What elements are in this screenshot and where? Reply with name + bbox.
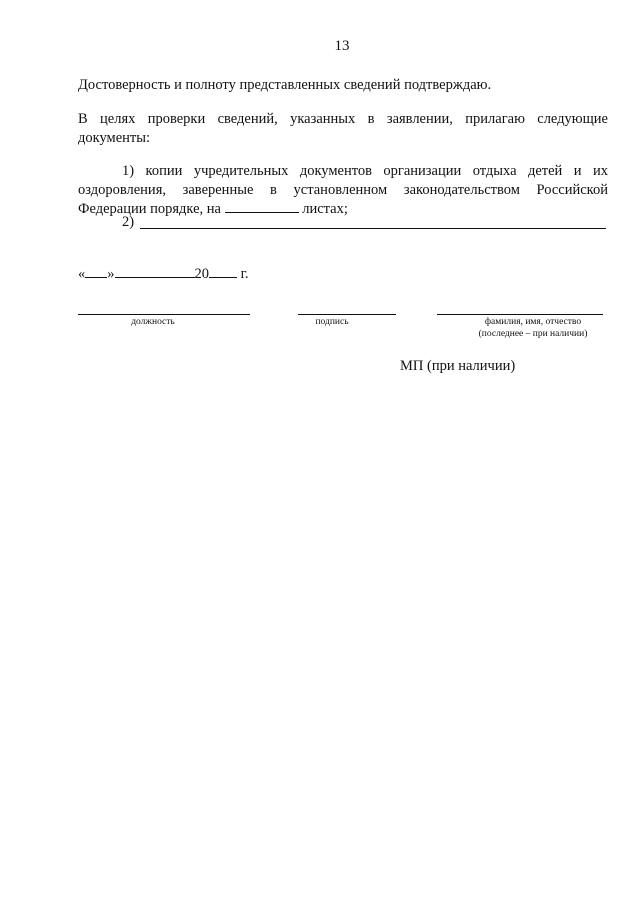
date-row	[78, 265, 249, 284]
date-open-quote: «	[78, 266, 86, 282]
attachment-item-1	[78, 162, 608, 219]
sheet-count-blank[interactable]	[225, 200, 299, 213]
full-name-caption	[450, 316, 616, 340]
position-caption: должность	[131, 317, 175, 327]
date-month-blank[interactable]	[115, 265, 195, 278]
full-name-caption-line1: фамилия, имя, отчество	[484, 317, 582, 327]
attachments-intro: В целях проверки сведений, указанных в заявлении, прилагаю следующие документы:	[78, 111, 608, 146]
signature-line[interactable]	[298, 314, 396, 315]
date-year-suffix: г.	[240, 266, 249, 282]
signature-caption: подпись	[315, 317, 349, 327]
attachment-item-2-blank[interactable]	[140, 228, 606, 229]
stamp-label: МП (при наличии)	[400, 358, 516, 374]
position-line[interactable]	[78, 314, 250, 315]
confirmation-text: Достоверность и полноту представленных сведений подтверждаю.	[78, 77, 492, 93]
date-day-blank[interactable]	[85, 265, 107, 278]
date-close-quote: »	[107, 266, 115, 282]
page-number: 13	[334, 38, 350, 54]
full-name-caption-line2: (последнее – при наличии)	[478, 329, 588, 339]
attachment-item-2-number: 2)	[122, 214, 135, 230]
full-name-line[interactable]	[437, 314, 603, 315]
attachment-item-1-suffix: листах;	[302, 201, 348, 217]
date-year-blank[interactable]	[209, 265, 237, 278]
attachment-item-1-text: 1) копии учредительных документов организации отдыха детей и их оздоровления, заверенные в установленном законодательством Российской Федерации порядке, на	[78, 163, 608, 217]
date-century: 20	[194, 266, 209, 282]
